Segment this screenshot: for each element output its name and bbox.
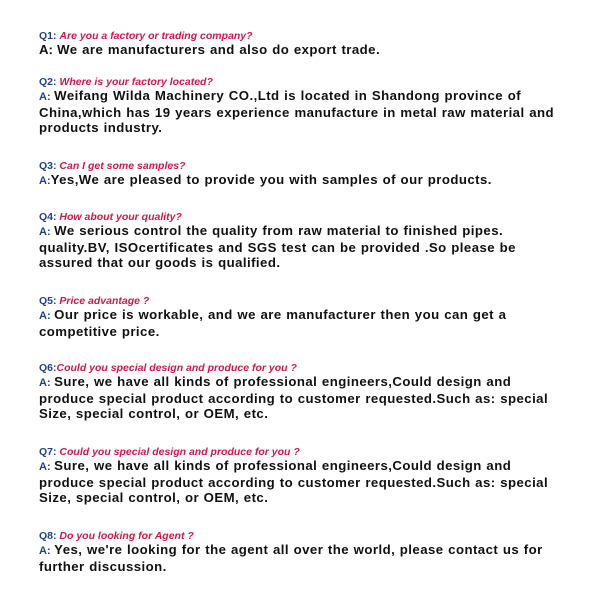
faq-item-5 — [39, 295, 569, 339]
faq-answer-2 — [39, 88, 569, 135]
answer-prefix: A: — [39, 91, 55, 103]
answer-prefix: A: — [39, 226, 55, 238]
faq-question-7 — [39, 446, 569, 458]
faq-answer-5 — [39, 307, 569, 339]
faq-question-1 — [39, 30, 380, 42]
faq-item-6 — [39, 362, 569, 421]
question-number: Q6: — [39, 362, 57, 374]
question-number: Q4: — [39, 211, 60, 223]
answer-text: Sure, we have all kinds of professional engineers,Could design and produce special product according to customer requested.Such as: special Size, special control, or OEM, etc. — [39, 374, 549, 421]
faq-question-6 — [39, 362, 569, 374]
faq-question-5 — [39, 295, 569, 307]
answer-prefix: A: — [39, 310, 55, 322]
faq-answer-8 — [39, 542, 569, 574]
faq-item-8 — [39, 530, 569, 574]
faq-question-2 — [39, 76, 569, 88]
faq-item-3 — [39, 160, 492, 189]
question-number: Q7: — [39, 446, 60, 458]
faq-item-2 — [39, 76, 569, 135]
question-text: Could you special design and produce for you ? — [59, 446, 300, 458]
faq-answer-4 — [39, 223, 569, 270]
faq-item-1 — [39, 30, 380, 57]
faq-answer-3 — [39, 172, 492, 189]
question-text: Do you looking for Agent ? — [59, 530, 194, 542]
faq-question-3 — [39, 160, 492, 172]
question-text: Price advantage ? — [59, 295, 150, 307]
faq-question-8 — [39, 530, 569, 542]
answer-text: Yes,We are pleased to provide you with samples of our products. — [50, 172, 492, 187]
question-number: Q1: — [39, 30, 60, 42]
question-text: Could you special design and produce for you ? — [56, 362, 297, 374]
answer-prefix: A: — [39, 461, 55, 473]
answer-text: Sure, we have all kinds of professional engineers,Could design and produce special product according to customer requested.Such as: special Size, special control, or OEM, etc. — [39, 458, 549, 505]
faq-answer-1 — [39, 42, 380, 57]
answer-text: Weifang Wilda Machinery CO.,Ltd is located in Shandong province of China,which has 19 years experience manufacture in metal raw material and products industry. — [39, 88, 554, 135]
answer-prefix: A: — [39, 545, 55, 557]
question-number: Q8: — [39, 530, 60, 542]
faq-question-4 — [39, 211, 569, 223]
question-text: How about your quality? — [59, 211, 182, 223]
answer-text: Our price is workable, and we are manufacturer then you can get a competitive price. — [39, 307, 507, 339]
question-text: Are you a factory or trading company? — [59, 30, 253, 42]
faq-answer-7 — [39, 458, 569, 505]
answer-prefix: A: — [39, 42, 58, 57]
question-text: Where is your factory located? — [59, 76, 213, 88]
answer-text: We are manufacturers and also do export trade. — [57, 42, 381, 57]
question-number: Q3: — [39, 160, 60, 172]
answer-prefix: A: — [39, 377, 55, 389]
question-text: Can I get some samples? — [59, 160, 186, 172]
faq-answer-6 — [39, 374, 569, 421]
question-number: Q5: — [39, 295, 60, 307]
answer-text: Yes, we're looking for the agent all over the world, please contact us for further discussion. — [39, 542, 543, 574]
faq-item-7 — [39, 446, 569, 505]
question-number: Q2: — [39, 76, 60, 88]
answer-text: We serious control the quality from raw material to finished pipes. quality.BV, ISOcertificates and SGS test can be provided .So please be assured that our goods is qualified. — [39, 223, 516, 270]
answer-prefix: A: — [39, 175, 51, 187]
faq-item-4 — [39, 211, 569, 270]
